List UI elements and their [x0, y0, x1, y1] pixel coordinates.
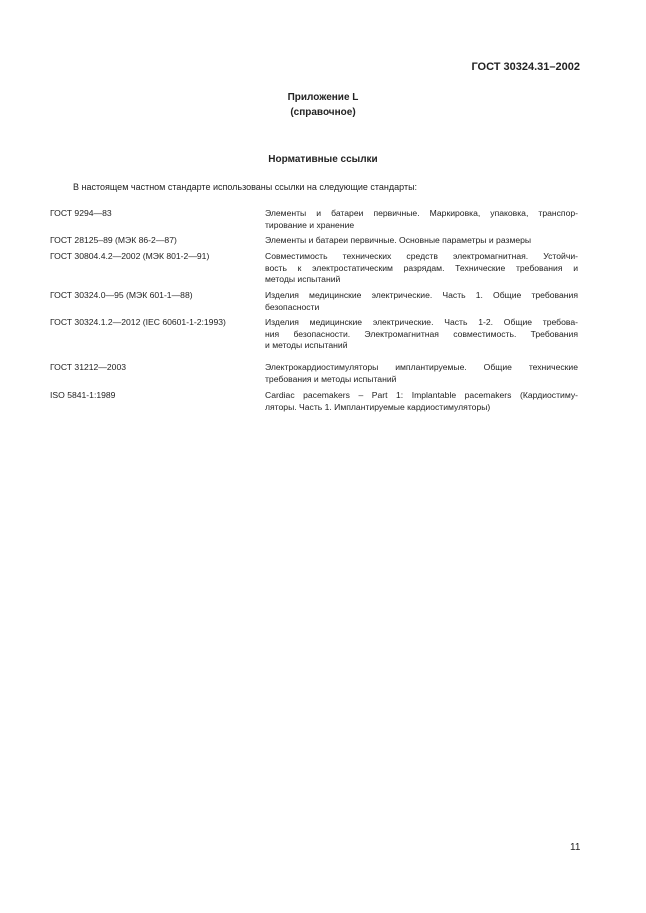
appendix-heading — [0, 90, 646, 120]
page-number: 11 — [570, 842, 581, 853]
reference-code: ГОСТ 9294—83 — [50, 208, 112, 218]
reference-description — [265, 251, 578, 286]
reference-description — [265, 390, 578, 413]
reference-code: ГОСТ 30324.0—95 (МЭК 601-1—88) — [50, 290, 193, 300]
description-line: ния безопасности. Электромагнитная совместимость. Требования — [265, 328, 578, 339]
description-line: Элементы и батареи первичные. Маркировка, упаковка, транспор- — [265, 208, 578, 218]
appendix-subtitle: (справочное) — [290, 107, 356, 118]
description-line: Cardiac pacemakers – Part 1: Implantable pacemakers (Кардиостиму- — [265, 390, 578, 400]
reference-description — [265, 317, 578, 352]
description-line: требования и методы испытаний — [265, 373, 397, 384]
reference-description — [265, 362, 578, 385]
reference-description — [265, 208, 578, 231]
reference-code: ГОСТ 30804.4.2—2002 (МЭК 801-2—91) — [50, 251, 210, 261]
reference-code: ГОСТ 28125–89 (МЭК 86-2—87) — [50, 235, 177, 245]
section-title: Нормативные ссылки — [268, 154, 378, 165]
description-line: безопасности — [265, 301, 320, 312]
description-line: вость к электростатическим разрядам. Технические требования и — [265, 262, 578, 273]
description-line: и методы испытаний — [265, 340, 348, 351]
reference-description — [265, 235, 578, 247]
description-line: ляторы. Часть 1. Имплантируемые кардиостимуляторы) — [265, 401, 491, 412]
reference-code: ГОСТ 31212—2003 — [50, 362, 127, 372]
reference-code: ISO 5841-1:1989 — [50, 390, 116, 400]
appendix-title: Приложение L — [287, 92, 359, 103]
description-line: Совместимость технических средств электромагнитная. Устойчи- — [265, 251, 578, 261]
document-header: ГОСТ 30324.31–2002 — [471, 61, 580, 73]
reference-description — [265, 290, 578, 313]
description-line: тирование и хранение — [265, 219, 355, 230]
description-line: Электрокардиостимуляторы имплантируемые. Общие технические — [265, 362, 578, 372]
description-line: Изделия медицинские электрические. Часть 1. Общие требования — [265, 290, 578, 300]
description-line: Изделия медицинские электрические. Часть 1-2. Общие требова- — [265, 317, 578, 327]
reference-code: ГОСТ 30324.1.2—2012 (IEC 60601-1-2:1993) — [50, 317, 226, 327]
description-line: Элементы и батареи первичные. Основные параметры и размеры — [265, 235, 532, 245]
description-line: методы испытаний — [265, 274, 341, 285]
intro-text: В настоящем частном стандарте использованы ссылки на следующие стандарты: — [73, 182, 418, 192]
